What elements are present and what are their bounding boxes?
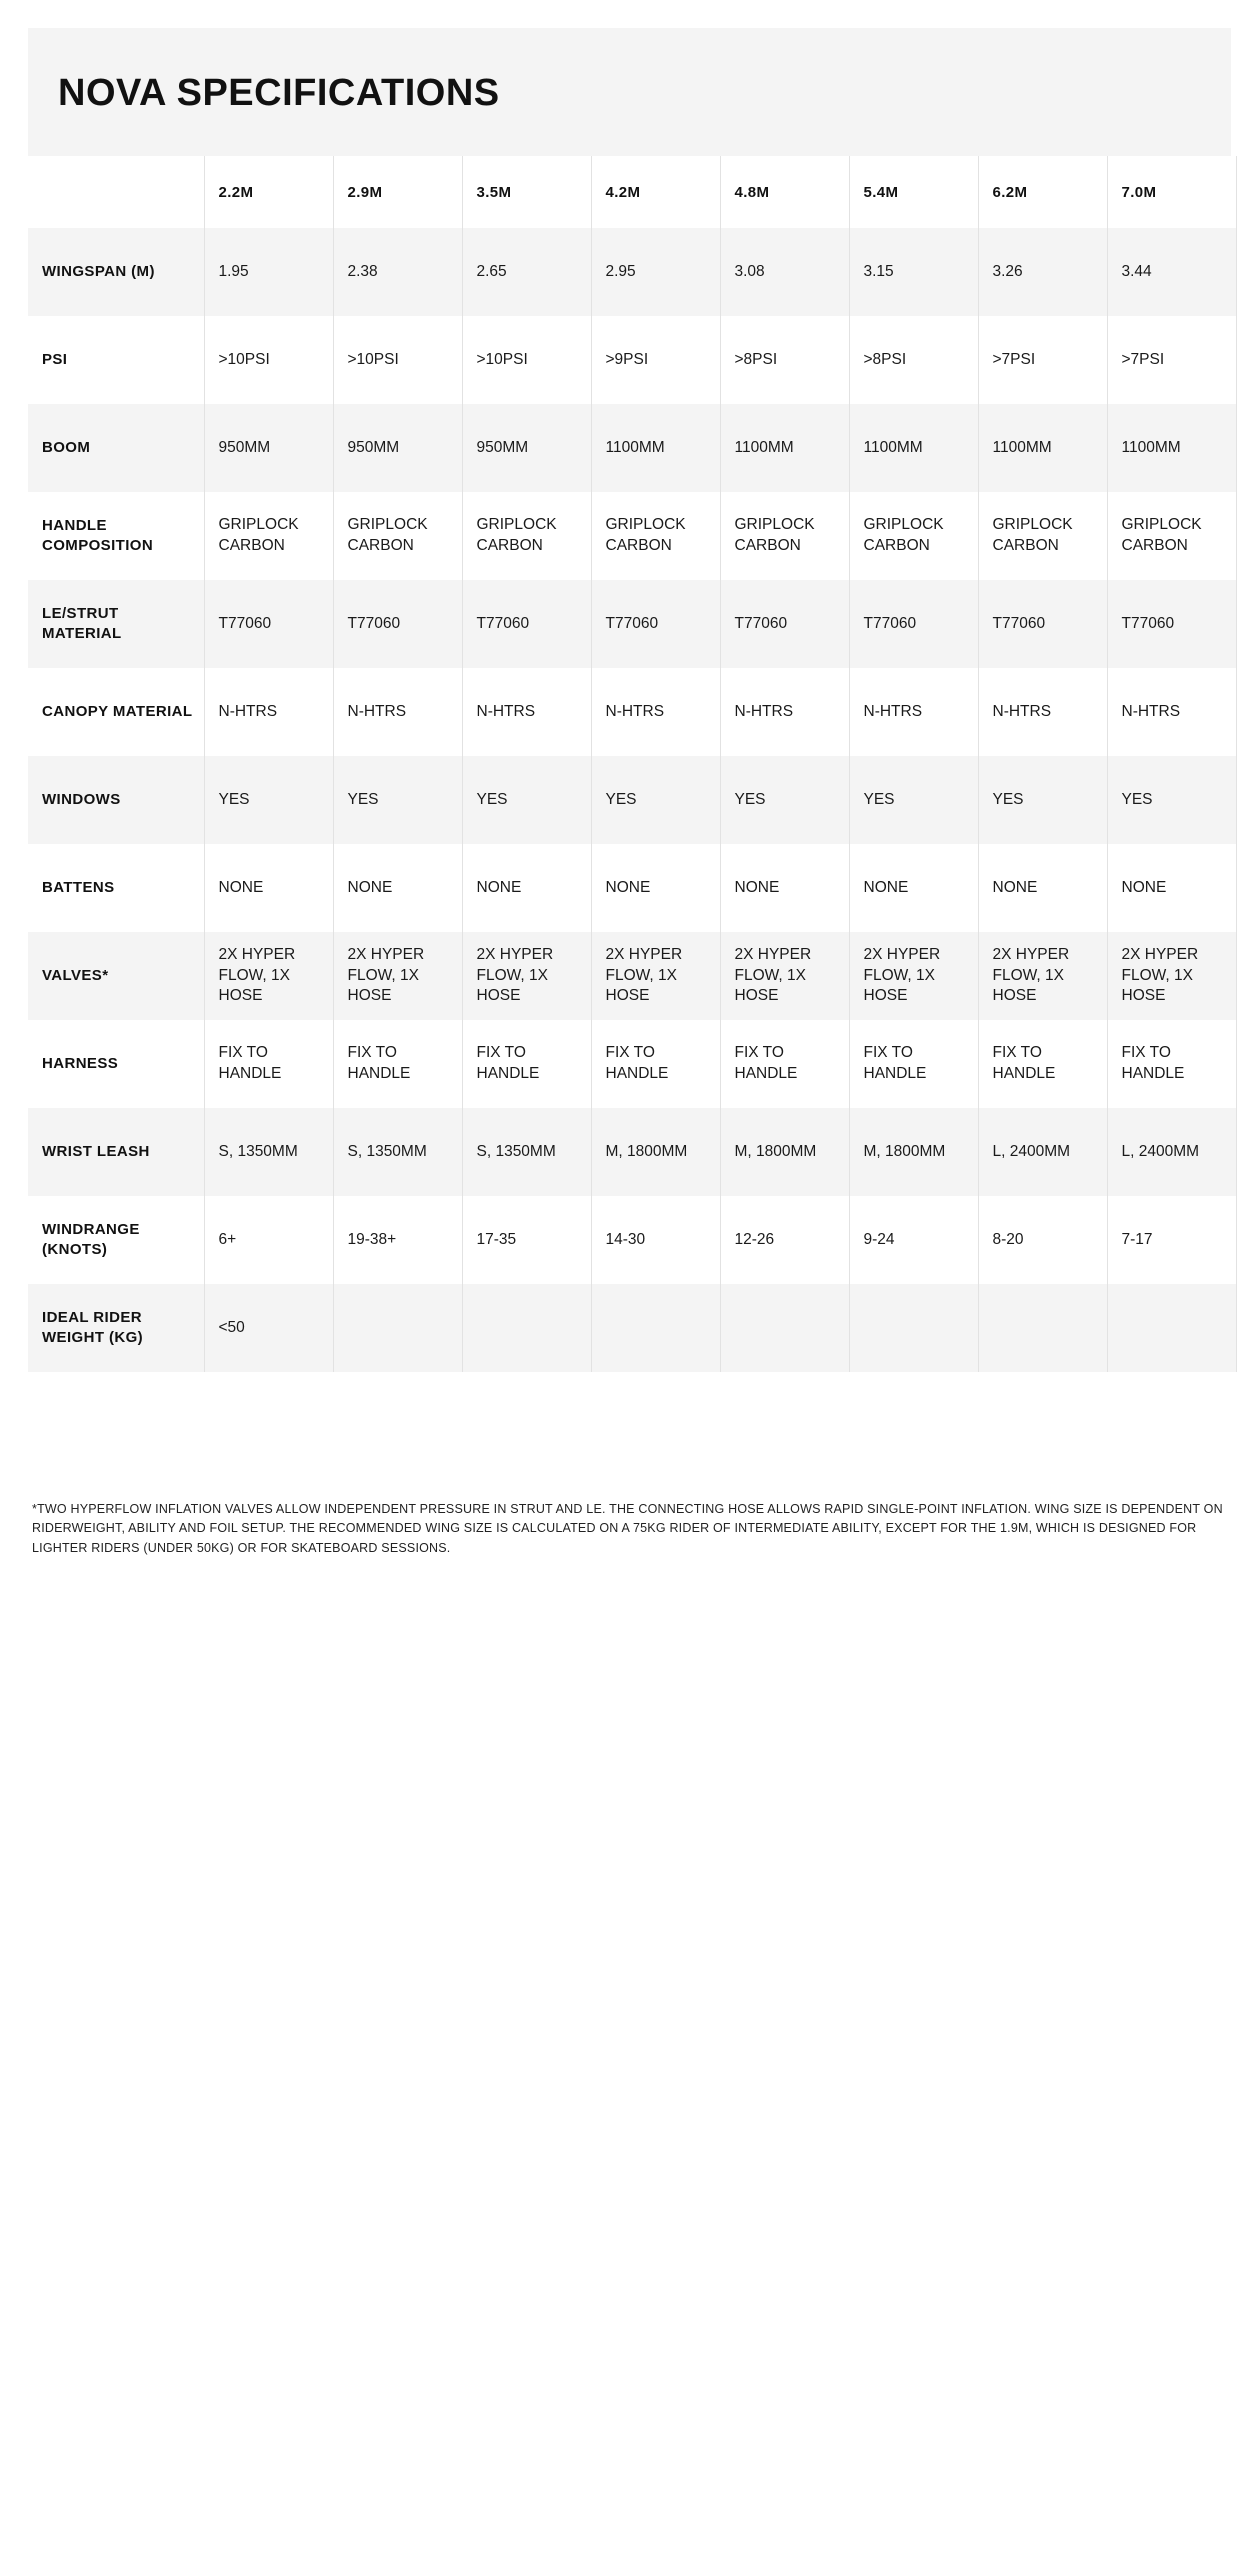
table-corner-cell [28, 156, 204, 228]
table-cell: N-HTRS [720, 668, 849, 756]
table-cell [462, 1284, 591, 1372]
table-cell: 8-20 [978, 1196, 1107, 1284]
row-label: LE/STRUT MATERIAL [28, 580, 204, 668]
row-label: BATTENS [28, 844, 204, 932]
table-row [28, 492, 1236, 580]
table-row [28, 228, 1236, 316]
column-header-size: 7.0M [1107, 156, 1236, 228]
table-cell: 2X HYPER FLOW, 1X HOSE [204, 932, 333, 1020]
table-cell: NONE [333, 844, 462, 932]
table-cell: NONE [720, 844, 849, 932]
table-cell: NONE [591, 844, 720, 932]
column-header-size: 2.2M [204, 156, 333, 228]
table-cell: NONE [1107, 844, 1236, 932]
table-cell: 2.38 [333, 228, 462, 316]
table-cell: 1100MM [591, 404, 720, 492]
row-label: WINDOWS [28, 756, 204, 844]
table-row [28, 404, 1236, 492]
table-cell: S, 1350MM [462, 1108, 591, 1196]
table-cell: T77060 [204, 580, 333, 668]
table-cell: 2.65 [462, 228, 591, 316]
table-cell: 950MM [333, 404, 462, 492]
table-cell: 2X HYPER FLOW, 1X HOSE [462, 932, 591, 1020]
table-cell: S, 1350MM [333, 1108, 462, 1196]
row-label: HARNESS [28, 1020, 204, 1108]
table-head [28, 156, 1236, 228]
table-cell: 950MM [462, 404, 591, 492]
table-cell: YES [204, 756, 333, 844]
table-row [28, 1284, 1236, 1372]
table-row [28, 1108, 1236, 1196]
footnote-text: *TWO HYPERFLOW INFLATION VALVES ALLOW INDEPENDENT PRESSURE IN STRUT AND LE. THE CONNECTING HOSE ALLOWS RAPID SINGLE-POINT INFLATION. WING SIZE IS DEPENDENT ON RIDERWEIGHT, ABILITY AND FOIL SETUP. THE RECOMMENDED WING SIZE IS CALCULATED ON A 75KG RIDER OF INTERMEDIATE ABILITY, EXCEPT FOR THE 1.9M, WHICH IS DESIGNED FOR LIGHTER RIDERS (UNDER 50KG) OR FOR SKATEBOARD SESSIONS. [32, 1502, 1223, 1555]
table-cell: T77060 [462, 580, 591, 668]
table-cell: 1.95 [204, 228, 333, 316]
table-cell: GRIPLOCK CARBON [204, 492, 333, 580]
table-cell: L, 2400MM [1107, 1108, 1236, 1196]
table-cell: GRIPLOCK CARBON [849, 492, 978, 580]
table-cell: 17-35 [462, 1196, 591, 1284]
table-cell: FIX TO HANDLE [462, 1020, 591, 1108]
table-cell: N-HTRS [978, 668, 1107, 756]
table-cell: NONE [462, 844, 591, 932]
table-cell: T77060 [333, 580, 462, 668]
table-cell [849, 1284, 978, 1372]
table-cell: YES [720, 756, 849, 844]
table-cell: >10PSI [333, 316, 462, 404]
table-header-row [28, 156, 1236, 228]
row-label: BOOM [28, 404, 204, 492]
table-cell: 3.08 [720, 228, 849, 316]
row-label: HANDLE COMPOSITION [28, 492, 204, 580]
table-cell: N-HTRS [204, 668, 333, 756]
row-label: PSI [28, 316, 204, 404]
table-cell: NONE [978, 844, 1107, 932]
table-cell: T77060 [720, 580, 849, 668]
table-cell: NONE [204, 844, 333, 932]
row-label: WRIST LEASH [28, 1108, 204, 1196]
table-row [28, 844, 1236, 932]
table-cell: >10PSI [204, 316, 333, 404]
title-bar [28, 28, 1231, 156]
table-cell: T77060 [1107, 580, 1236, 668]
table-cell: FIX TO HANDLE [849, 1020, 978, 1108]
column-header-size: 2.9M [333, 156, 462, 228]
table-cell: YES [462, 756, 591, 844]
column-header-size: 5.4M [849, 156, 978, 228]
table-cell: 2X HYPER FLOW, 1X HOSE [978, 932, 1107, 1020]
table-cell: N-HTRS [333, 668, 462, 756]
table-cell: GRIPLOCK CARBON [462, 492, 591, 580]
table-cell: GRIPLOCK CARBON [591, 492, 720, 580]
specifications-table [28, 156, 1237, 1372]
table-row [28, 580, 1236, 668]
table-cell: 950MM [204, 404, 333, 492]
table-cell: FIX TO HANDLE [978, 1020, 1107, 1108]
table-cell: YES [1107, 756, 1236, 844]
column-header-size: 6.2M [978, 156, 1107, 228]
table-cell: M, 1800MM [849, 1108, 978, 1196]
table-cell: <50 [204, 1284, 333, 1372]
table-cell: FIX TO HANDLE [1107, 1020, 1236, 1108]
table-cell: 1100MM [849, 404, 978, 492]
table-cell: >8PSI [720, 316, 849, 404]
table-cell: M, 1800MM [720, 1108, 849, 1196]
row-label: CANOPY MATERIAL [28, 668, 204, 756]
table-row [28, 316, 1236, 404]
table-cell: YES [591, 756, 720, 844]
table-row [28, 1196, 1236, 1284]
table-cell: N-HTRS [1107, 668, 1236, 756]
table-row [28, 932, 1236, 1020]
table-cell: GRIPLOCK CARBON [1107, 492, 1236, 580]
table-cell: GRIPLOCK CARBON [978, 492, 1107, 580]
table-cell: 6+ [204, 1196, 333, 1284]
row-label: WINGSPAN (M) [28, 228, 204, 316]
row-label: IDEAL RIDER WEIGHT (KG) [28, 1284, 204, 1372]
table-cell: T77060 [978, 580, 1107, 668]
table-cell: YES [849, 756, 978, 844]
table-cell: 3.44 [1107, 228, 1236, 316]
table-cell: FIX TO HANDLE [720, 1020, 849, 1108]
table-cell: 1100MM [1107, 404, 1236, 492]
page-title: NOVA SPECIFICATIONS [58, 72, 500, 114]
table-cell: GRIPLOCK CARBON [720, 492, 849, 580]
table-cell: GRIPLOCK CARBON [333, 492, 462, 580]
table-cell: >7PSI [1107, 316, 1236, 404]
table-row [28, 1020, 1236, 1108]
table-cell: 2X HYPER FLOW, 1X HOSE [720, 932, 849, 1020]
column-header-size: 3.5M [462, 156, 591, 228]
table-cell [978, 1284, 1107, 1372]
table-cell: YES [333, 756, 462, 844]
table-cell: 2X HYPER FLOW, 1X HOSE [591, 932, 720, 1020]
table-cell: 12-26 [720, 1196, 849, 1284]
table-cell: M, 1800MM [591, 1108, 720, 1196]
table-cell [720, 1284, 849, 1372]
table-cell: 1100MM [720, 404, 849, 492]
row-label: VALVES* [28, 932, 204, 1020]
table-cell: 2X HYPER FLOW, 1X HOSE [333, 932, 462, 1020]
table-body [28, 228, 1236, 1372]
table-cell: N-HTRS [591, 668, 720, 756]
table-cell [333, 1284, 462, 1372]
table-cell: 19-38+ [333, 1196, 462, 1284]
column-header-size: 4.8M [720, 156, 849, 228]
table-cell: 7-17 [1107, 1196, 1236, 1284]
table-cell: YES [978, 756, 1107, 844]
table-cell: N-HTRS [849, 668, 978, 756]
table-cell: 2X HYPER FLOW, 1X HOSE [849, 932, 978, 1020]
table-cell: 2X HYPER FLOW, 1X HOSE [1107, 932, 1236, 1020]
table-cell: FIX TO HANDLE [591, 1020, 720, 1108]
column-header-size: 4.2M [591, 156, 720, 228]
table-cell: N-HTRS [462, 668, 591, 756]
table-cell: >7PSI [978, 316, 1107, 404]
table-cell: 2.95 [591, 228, 720, 316]
table-cell: T77060 [591, 580, 720, 668]
row-label: WINDRANGE (KNOTS) [28, 1196, 204, 1284]
table-cell: >8PSI [849, 316, 978, 404]
table-cell: 1100MM [978, 404, 1107, 492]
table-cell: L, 2400MM [978, 1108, 1107, 1196]
table-cell: S, 1350MM [204, 1108, 333, 1196]
table-cell: 3.26 [978, 228, 1107, 316]
table-cell: FIX TO HANDLE [204, 1020, 333, 1108]
table-row [28, 756, 1236, 844]
table-cell: 14-30 [591, 1196, 720, 1284]
table-cell [1107, 1284, 1236, 1372]
table-cell: T77060 [849, 580, 978, 668]
table-cell: NONE [849, 844, 978, 932]
table-cell: >9PSI [591, 316, 720, 404]
table-cell [591, 1284, 720, 1372]
table-cell: 3.15 [849, 228, 978, 316]
table-cell: 9-24 [849, 1196, 978, 1284]
table-cell: FIX TO HANDLE [333, 1020, 462, 1108]
table-row [28, 668, 1236, 756]
table-cell: >10PSI [462, 316, 591, 404]
